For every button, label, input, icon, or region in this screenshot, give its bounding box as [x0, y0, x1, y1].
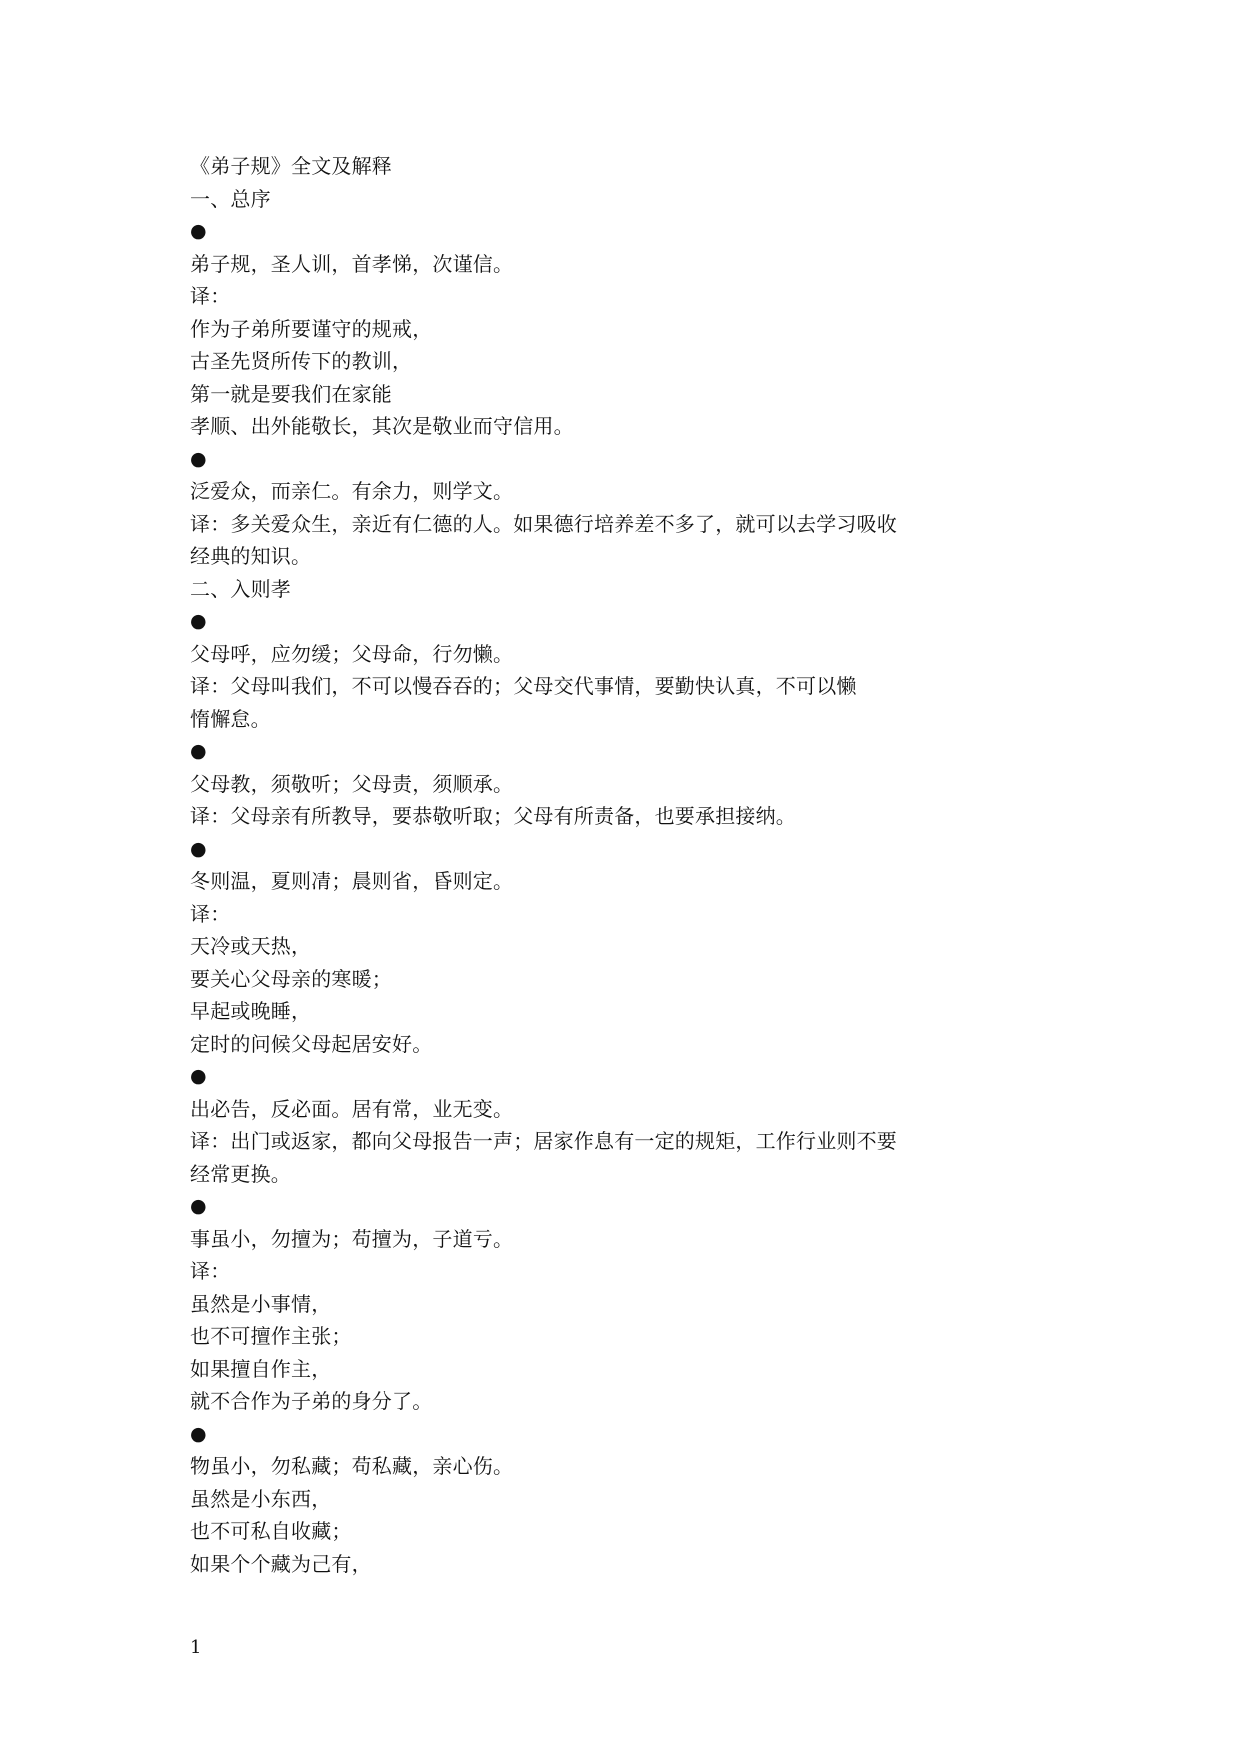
- text-line: 就不合作为子弟的身分了。: [190, 1389, 433, 1413]
- text-line: 虽然是小东西，: [190, 1486, 332, 1511]
- text-line: 物虽小，勿私藏；苟私藏，亲心伤。: [190, 1454, 514, 1478]
- text-line: 孝顺、出外能敬长，其次是敬业而守信用。: [190, 414, 574, 438]
- bullet-marker: ●: [190, 610, 207, 632]
- text-line: 定时的问候父母起居安好。: [190, 1031, 433, 1056]
- text-line: 也不可擅作主张；: [190, 1324, 352, 1348]
- text-line: 译：: [190, 901, 231, 926]
- text-line: 冬则温，夏则凊；晨则省，昏则定。: [190, 869, 514, 893]
- text-line: 事虽小，勿擅为；苟擅为，子道亏。: [190, 1226, 514, 1251]
- text-line: 《弟子规》全文及解释: [190, 154, 392, 178]
- bullet-marker: ●: [190, 740, 207, 762]
- text-line: 古圣先贤所传下的教训，: [190, 349, 413, 373]
- text-line: 如果个个藏为己有，: [190, 1551, 372, 1576]
- text-line: 父母呼，应勿缓；父母命，行勿懒。: [190, 641, 514, 666]
- text-line: 第一就是要我们在家能: [190, 381, 392, 406]
- text-line: 作为子弟所要谨守的规戒，: [190, 316, 433, 341]
- text-line: 译：父母亲有所教导，要恭敬听取；父母有所责备，也要承担接纳。: [190, 804, 796, 828]
- text-line: 天冷或天热，: [190, 934, 312, 958]
- text-line: 早起或晚睡，: [190, 999, 312, 1023]
- text-line: 如果擅自作主，: [190, 1356, 332, 1381]
- page-number: 1: [190, 1637, 202, 1658]
- bullet-marker: ●: [190, 447, 207, 470]
- text-line: 经典的知识。: [190, 544, 312, 568]
- text-line: 弟子规，圣人训，首孝悌，次谨信。: [190, 251, 514, 276]
- text-line: 二、入则孝: [190, 576, 291, 601]
- text-line: 一、总序: [190, 186, 271, 211]
- text-line: 译：: [190, 284, 231, 308]
- text-line: 译：出门或返家，都向父母报告一声；居家作息有一定的规矩，工作行业则不要: [190, 1129, 897, 1153]
- bullet-marker: ●: [190, 1065, 207, 1087]
- bullet-marker: ●: [190, 1422, 207, 1445]
- text-line: 要关心父母亲的寒暖；: [190, 966, 392, 991]
- text-line: 经常更换。: [190, 1161, 291, 1186]
- text-line: 父母教，须敬听；父母责，须顺承。: [190, 771, 514, 796]
- text-line: 出必告，反必面。居有常，业无变。: [190, 1096, 514, 1121]
- text-line: 泛爱众，而亲仁。有余力，则学文。: [190, 479, 514, 503]
- text-line: 也不可私自收藏；: [190, 1519, 352, 1543]
- bullet-marker: ●: [190, 220, 207, 242]
- document-body: [190, 150, 990, 1580]
- text-line: 译：多关爱众生，亲近有仁德的人。如果德行培养差不多了，就可以去学习吸收: [190, 511, 897, 536]
- text-line: 译：父母叫我们，不可以慢吞吞的；父母交代事情，要勤快认真，不可以懒: [190, 674, 857, 698]
- text-line: 译：: [190, 1259, 231, 1283]
- text-line: 虽然是小事情，: [190, 1291, 332, 1316]
- text-line: 惰懈怠。: [190, 706, 271, 731]
- bullet-marker: ●: [190, 837, 207, 860]
- bullet-marker: ●: [190, 1195, 207, 1217]
